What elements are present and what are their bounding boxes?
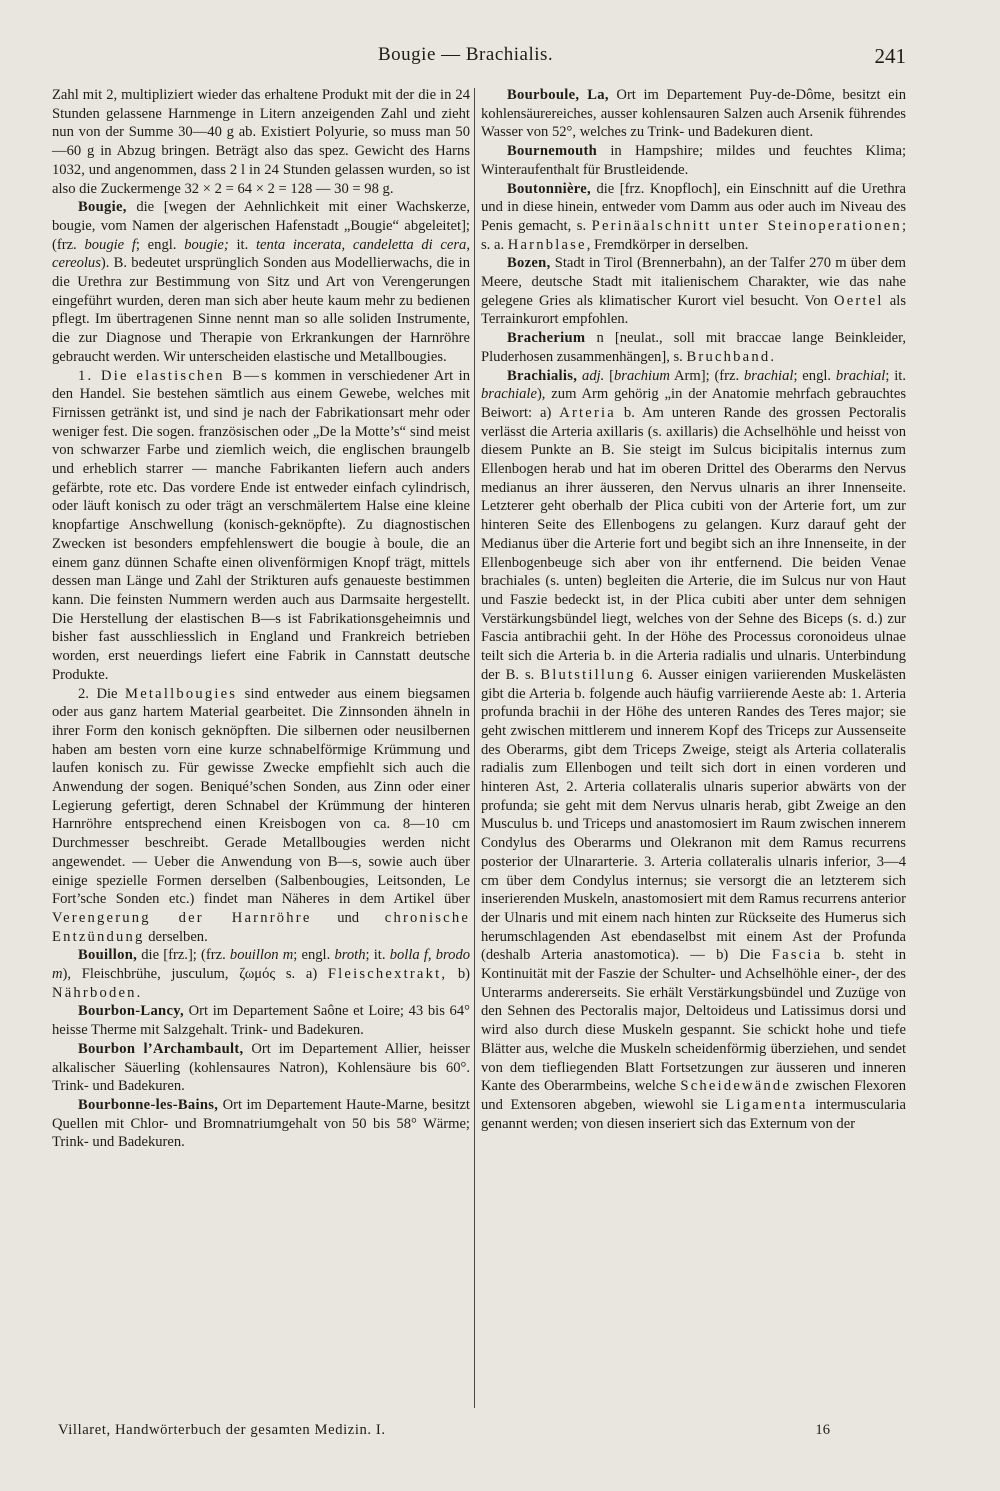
column-divider [474, 88, 475, 1408]
headword-bracherium: Bracherium [507, 330, 586, 347]
headword-brachialis: Brachialis, [507, 367, 578, 384]
headword-bozen: Bozen, [507, 255, 551, 272]
entry-brachialis: Brachialis, adj. [brachium Arm]; (frz. brachial; engl. brachial; it. brachiale), zum Arm gehörig „in der Anatomie mehrfach gebrauchtes Beiwort: a) Arteria b. Am unteren Rande des grossen Pectoralis verlässt die Arteria axillaris (s. axillaris) die Achselhöhle und heisst von diesem Punkte an B. Sie steigt im Sulcus bicipitalis internus zum Ellenbogen herab und hat im oberen Drittel des Oberarms den Nervus medianus an ihrer äusseren, den Nervus ulnaris an ihrer Innenseite. Letzterer geht oberhalb der Plica cubiti von der Arterie fort, um zur hinteren Seite des Ellenbogens zu gelangen. Kurz darauf geht der Medianus über die Arterie fort und begibt sich an ihre Innenseite, in der Ellenbogenbeuge sich aber von ihr entfernend. Die beiden Venae brachiales (s. unten) begleiten die Arterie, die im Sulcus nur von Haut und Faszie bedeckt ist, in der Plica cubiti aber unter dem sehnigen Verstärkungsbündel liegt, welches von der Sehne des Biceps (s. d.) zur Fascia antibrachii geht. In der Höhe des Processus coronoideus ulnae teilt sich die Arteria b. in die Arteria radialis und ulnaris. Unterbindung der B. s. Blutstillung 6. Ausser einigen variierenden Muskelästen gibt die Arteria b. folgende auch häufig varriierende Aeste ab: 1. Arteria profunda brachii in der Höhe des unteren Randes des Teres major; sie geht zwischen mittlerem und innerem Kopf des Triceps zur Aussenseite des Oberarms, gibt dem Triceps Zweige, steigt als Arteria collateralis radialis zum Ellenbogen und teilt sich dort in einen vorderen und hinteren Ast, 2. Arteria collateralis ulnaris superior abwärts von der profunda; sie geht mit dem Nervus ulnaris herab, gibt Zweige an den Musculus b. und Triceps und anastomosiert im Raum zwischen innerem Condylus des Oberarms und Olekranon mit dem Ramus recurrens posterior der Ulnararterie. 3. Arteria collateralis ulnaris inferior, 3—4 cm über dem Condylus internus; sie versorgt die an letzterem sich inserierenden Muskeln, anastomosiert mit dem Ramus recurrens anterior der Ulnaris und mit einem nach hinten zur Rückseite des Humerus sich herumschlagenden Ast ebendaselbst mit einem Ast der Profunda (deshalb Arteria anastomotica). — b) Die Fascia b. steht in Kontinuität mit der Faszie der Schulter- und Achselhöhle einer-, der des Unterarms andererseits. Sie erhält Verstärkungsbündel und Zuzüge von den Sehnen des Pectoralis major, Deltoideus und Latissimus dorsi und wird also durch diese Muskeln gespannt. Sie schickt hohe und tiefe Blätter aus, welche die Muskeln scheidenförmig überziehen, und sendet von dem tiefliegenden Blatt Fortsetzungen zur äusseren und inneren Kante des Oberarmbeins, welche Scheidewände zwischen Flexoren und Extensoren abgeben, wiewohl sie Ligamenta intermuscularia genannt werden; von diesen inseriert sich das Externum von der [481, 367, 907, 1132]
headword-bougie: Bougie, [78, 199, 127, 216]
headword-bournemouth: Bournemouth [507, 143, 598, 160]
headword-bouillon: Bouillon, [78, 947, 138, 964]
headword-boutonniere: Boutonnière, [507, 180, 592, 197]
entry-boutonniere: Boutonnière, die [frz. Knopfloch], ein Einschnitt auf die Urethra und in diese hinein, entweder vom Damm aus oder auch im Niveau des Penis gemacht, s. Perinäalschnitt unter Steinoperationen; s. a. Harnblase, Fremdkörper in derselben. [481, 180, 906, 253]
entry-bozen: Bozen, Stadt in Tirol (Brennerbahn), an der Talfer 270 m über dem Meere, deutsche Stadt mit italienischem Charakter, wie das nahe gelegene Gries als klimatischer Kurort viel besucht. Von Oertel als Terrainkurort empfohlen. [481, 255, 907, 328]
headword-bourbon-archambault: Bourbon l’Archambault, [78, 1040, 244, 1057]
paragraph-elastic-bougies: 1. Die elastischen B—s kommen in verschiedener Art in den Handel. Sie bestehen sämtlich aus einem Gewebe, welches mit Firnissen getränkt ist, und sind je nach der Fabrikationsart mehr oder weniger fest. Die sogen. französischen oder „De la Motte’s“ sind meist von schwarzer Farbe und ziemlich weich, die englischen braungelb und erheblich starrer — manche Fabrikanten liefern auch anders gefärbte, rote etc. Das vordere Ende ist entweder einfach cylindrisch, oder läuft konisch zu oder trägt an verschmälertem Halse eine kleine knopfartige Anschwellung (konisch-geknöpfte). Zu diagnostischen Zwecken ist besonders empfehlenswert die bougie à boule, die an einem ganz dünnen Schafte einen olivenförmigen Knopf trägt, mittels dessen man Länge und Zahl der Strikturen aufs genaueste bestimmen kann. Die feinsten Nummern werden auch aus Darmsaite hergestellt. Die Herstellung der elastischen B—s ist Fabrikationsgeheimnis und bisher fast ausschliesslich in England und Frankreich betrieben worden, erst neuerdings liefert eine Fabrik in Cannstatt deutsche Produkte. [52, 367, 470, 683]
running-title: Bougie — Brachialis. [378, 44, 554, 65]
entry-bourbon-lancy: Bourbon-Lancy, Ort im Departement Saône et Loire; 43 bis 64° heisse Therme mit Salzgehalt. Trink- und Badekuren. [52, 1003, 470, 1039]
headword-bourboule: Bourboule, La, [507, 87, 609, 103]
page-footer [58, 1422, 898, 1439]
imprint-line: Villaret, Handwörterbuch der gesamten Medizin. I. [58, 1422, 386, 1438]
headword-bourbon-lancy: Bourbon-Lancy, [78, 1003, 184, 1020]
page-header [0, 40, 1000, 80]
paragraph-continuation: Zahl mit 2, multipliziert wieder das erhaltene Produkt mit der die in 24 Stunden gelassene Harnmenge in Litern anzeigenden Zahl und zieht nun von der Summe 30—40 g ab. Existiert Polyurie, so muss man 50—60 g in Abzug bringen. Beträgt also das spez. Gewicht des Harns 1032, und angenommen, dass 2 l in 24 Stunden gelassen wurden, so ist also die Zuckermenge 32 × 2 = 64 × 2 = 128 — 30 = 98 g. [52, 87, 470, 197]
sheet-number: 16 [815, 1422, 830, 1438]
headword-bourbonne-les-bains: Bourbonne-les-Bains, [78, 1096, 219, 1113]
left-column [52, 86, 470, 1152]
entry-bourboule: Bourboule, La, Ort im Departement Puy-de-Dôme, besitzt ein kohlensäurereiches, ausser kohlensauren Salzen auch Arsenik führendes Wasser von 52°, welches zu Trink- und Badekuren dient. [481, 87, 906, 141]
entry-bourbonne-les-bains: Bourbonne-les-Bains, Ort im Departement Haute-Marne, besitzt Quellen mit Chlor- und Bromnatriumgehalt von 50 bis 58° Wärme; Trink- und Badekuren. [52, 1096, 470, 1151]
entry-bourbon-archambault: Bourbon l’Archambault, Ort im Departement Allier, heisser alkalischer Säuerling (kohlensaures Natron), Kohlensäure bis 60°. Trink- und Badekuren. [52, 1040, 471, 1095]
right-column [481, 86, 906, 1133]
entry-bracherium: Bracherium n [neulat., soll mit braccae lange Beinkleider, Pluderhosen zusammenhängen], s. Bruchband. [481, 330, 906, 365]
entry-bournemouth: Bournemouth in Hampshire; mildes und feuchtes Klima; Winteraufenthalt für Brustleidende. [481, 143, 907, 178]
entry-bougie: Bougie, die [wegen der Aehnlichkeit mit einer Wachskerze, bougie, vom Namen der algerischen Hafenstadt „Bougie“ abgeleitet]; (frz. bougie f; engl. bougie; it. tenta incerata, candeletta di cera, cereolus). B. bedeutet ursprünglich Sonden aus Modellierwachs, die in die Urethra zur Bestimmung von Sitz und Art von Verengerungen eingeführt wurden, deren man sich aber heute kaum mehr zu bedienen pflegt. Im übertragenen Sinne nennt man so alle soliden Instrumente, die zur Diagnose und Therapie von Erkrankungen der Harnröhre gebraucht werden. Wir unterscheiden elastische und Metallbougies. [52, 199, 470, 365]
page-number: 241 [874, 44, 906, 68]
paragraph-metal-bougies: 2. Die Metallbougies sind entweder aus einem biegsamen oder aus ganz hartem Material gearbeitet. Die Zinnsonden ähneln in ihrer Form den konisch geknöpften. Die silbernen oder neusilbernen haben am besten vorn eine kurze schnabelförmige Krümmung und laufen konisch zu. Für gewisse Zwecke empfiehlt sich auch die Anwendung der sogen. Beniqué’schen Sonden, aus Zinn oder einer Legierung gefertigt, deren Schnabel der Krümmung der hinteren Harnröhre entsprechend einen Kreisbogen von ca. 8—10 cm Durchmesser beschreibt. Gerade Metallbougies werden nicht angewendet. — Ueber die Anwendung von B—s, sowie auch über einige spezielle Formen derselben (Salbenbougies, Leitsonden, Le Fort’sche Sonden etc.) findet man Näheres in dem Artikel über Verengerung der Harnröhre und chronische Entzündung derselben. [52, 685, 471, 945]
entry-bouillon: Bouillon, die [frz.]; (frz. bouillon m; engl. broth; it. bolla f, brodo m), Fleischbrühe, jusculum, ζωμός s. a) Fleischextrakt, b) Nährboden. [52, 947, 471, 1001]
